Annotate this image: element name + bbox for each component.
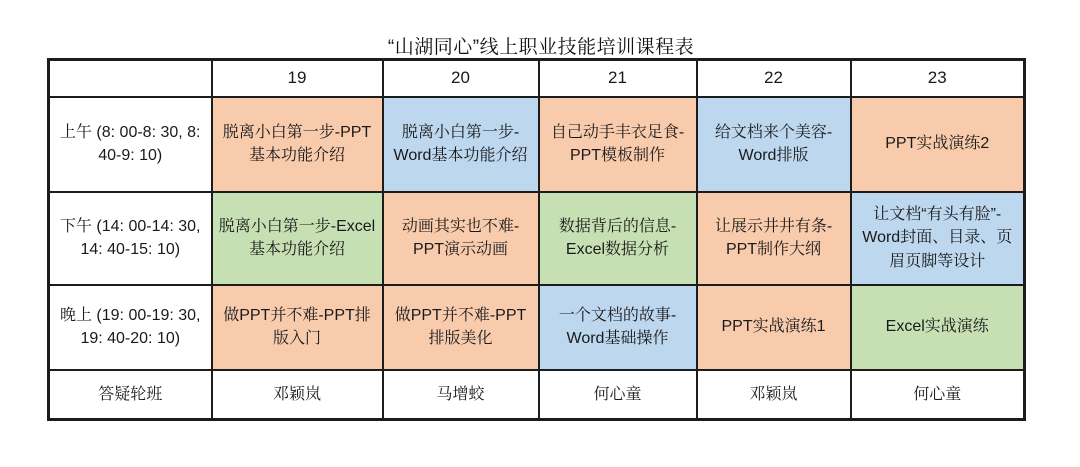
course-cell: 脱离小白第一步-Word基本功能介绍	[383, 97, 539, 192]
instructor-cell: 何心童	[539, 370, 697, 420]
instructor-cell: 马增蛟	[383, 370, 539, 420]
course-cell: Excel实战演练	[851, 285, 1025, 370]
course-schedule-table	[47, 58, 1026, 421]
page-title: “山湖同心”线上职业技能培训课程表	[387, 37, 695, 58]
table-row-qa-shift	[49, 370, 1025, 420]
header-cell-blank	[49, 60, 212, 97]
course-cell: 给文档来个美容-Word排版	[697, 97, 851, 192]
row-label-evening: 晚上 (19: 00-19: 30, 19: 40-20: 10)	[49, 285, 212, 370]
course-cell: 让展示井井有条-PPT制作大纲	[697, 192, 851, 285]
table-row-afternoon	[49, 192, 1025, 285]
row-label-afternoon: 下午 (14: 00-14: 30, 14: 40-15: 10)	[49, 192, 212, 285]
course-cell: PPT实战演练2	[851, 97, 1025, 192]
header-cell-day-19: 19	[212, 60, 383, 97]
header-cell-day-21: 21	[539, 60, 697, 97]
course-cell: 一个文档的故事-Word基础操作	[539, 285, 697, 370]
instructor-cell: 何心童	[851, 370, 1025, 420]
table-header-row	[49, 60, 1025, 97]
row-label-qa-shift: 答疑轮班	[49, 370, 212, 420]
instructor-cell: 邓颖岚	[697, 370, 851, 420]
course-cell: 让文档“有头有脸”-Word封面、目录、页眉页脚等设计	[851, 192, 1025, 285]
course-cell: 脱离小白第一步-PPT 基本功能介绍	[212, 97, 383, 192]
instructor-cell: 邓颖岚	[212, 370, 383, 420]
table-row-evening	[49, 285, 1025, 370]
header-cell-day-20: 20	[383, 60, 539, 97]
header-cell-day-23: 23	[851, 60, 1025, 97]
course-cell: PPT实战演练1	[697, 285, 851, 370]
course-cell: 动画其实也不难-PPT演示动画	[383, 192, 539, 285]
table-row-morning	[49, 97, 1025, 192]
header-cell-day-22: 22	[697, 60, 851, 97]
course-cell: 脱离小白第一步-Excel基本功能介绍	[212, 192, 383, 285]
course-cell: 做PPT并不难-PPT排版入门	[212, 285, 383, 370]
course-cell: 做PPT并不难-PPT排版美化	[383, 285, 539, 370]
course-cell: 数据背后的信息-Excel数据分析	[539, 192, 697, 285]
course-cell: 自己动手丰衣足食-PPT模板制作	[539, 97, 697, 192]
row-label-morning: 上午 (8: 00-8: 30, 8: 40-9: 10)	[49, 97, 212, 192]
